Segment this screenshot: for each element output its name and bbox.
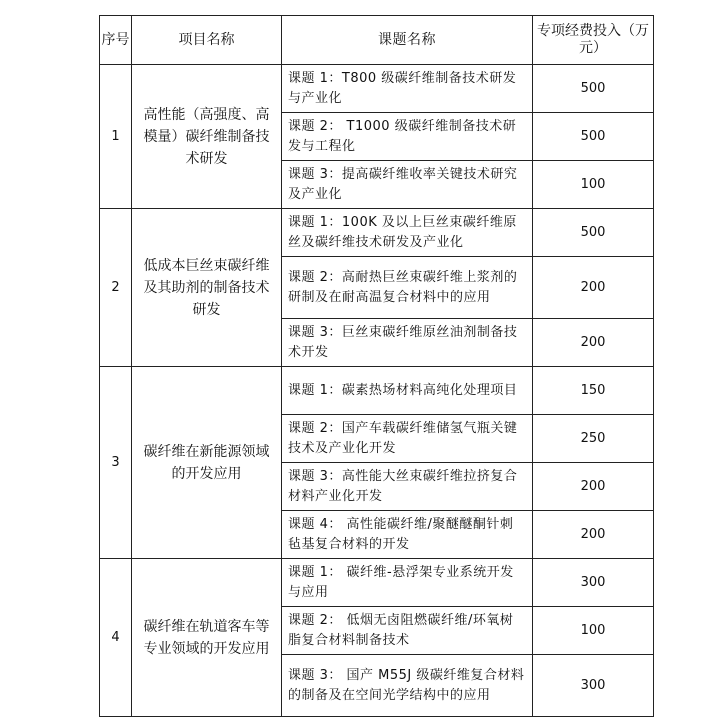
topic-funding: 200 — [533, 511, 654, 559]
topic-name: 课题 3：提高碳纤维收率关键技术研究及产业化 — [282, 161, 533, 209]
topic-name: 课题 3：巨丝束碳纤维原丝油剂制备技术开发 — [282, 319, 533, 367]
table-row — [100, 65, 654, 113]
project-number: 4 — [100, 559, 132, 717]
funding-table — [99, 15, 654, 717]
topic-funding: 300 — [533, 559, 654, 607]
topic-name: 课题 2：国产车载碳纤维储氢气瓶关键技术及产业化开发 — [282, 415, 533, 463]
topic-funding: 200 — [533, 257, 654, 319]
table-row — [100, 559, 654, 607]
topic-funding: 500 — [533, 209, 654, 257]
project-number: 2 — [100, 209, 132, 367]
topic-funding: 250 — [533, 415, 654, 463]
topic-name: 课题 2： T1000 级碳纤维制备技术研发与工程化 — [282, 113, 533, 161]
topic-funding: 150 — [533, 367, 654, 415]
topic-name: 课题 1：T800 级碳纤维制备技术研发与产业化 — [282, 65, 533, 113]
table-row — [100, 209, 654, 257]
topic-name: 课题 2：高耐热巨丝束碳纤维上浆剂的研制及在耐高温复合材料中的应用 — [282, 257, 533, 319]
topic-name: 课题 1： 碳纤维-悬浮架专业系统开发与应用 — [282, 559, 533, 607]
project-name: 碳纤维在新能源领域的开发应用 — [132, 367, 282, 559]
topic-name: 课题 3：高性能大丝束碳纤维拉挤复合材料产业化开发 — [282, 463, 533, 511]
topic-name: 课题 4： 高性能碳纤维/聚醚醚酮针刺毡基复合材料的开发 — [282, 511, 533, 559]
topic-funding: 100 — [533, 161, 654, 209]
project-name: 高性能（高强度、高模量）碳纤维制备技术研发 — [132, 65, 282, 209]
header-funding: 专项经费投入（万元） — [533, 16, 654, 65]
topic-funding: 200 — [533, 319, 654, 367]
topic-funding: 300 — [533, 655, 654, 717]
header-row — [100, 16, 654, 65]
header-no: 序号 — [100, 16, 132, 65]
topic-funding: 500 — [533, 113, 654, 161]
topic-name: 课题 1：碳素热场材料高纯化处理项目 — [282, 367, 533, 415]
project-name: 碳纤维在轨道客车等专业领域的开发应用 — [132, 559, 282, 717]
header-topic: 课题名称 — [282, 16, 533, 65]
topic-funding: 500 — [533, 65, 654, 113]
header-project: 项目名称 — [132, 16, 282, 65]
project-name: 低成本巨丝束碳纤维及其助剂的制备技术研发 — [132, 209, 282, 367]
table-row — [100, 367, 654, 415]
topic-name: 课题 2： 低烟无卤阻燃碳纤维/环氧树脂复合材料制备技术 — [282, 607, 533, 655]
topic-funding: 200 — [533, 463, 654, 511]
topic-funding: 100 — [533, 607, 654, 655]
project-number: 3 — [100, 367, 132, 559]
table-body — [100, 65, 654, 717]
topic-name: 课题 1：100K 及以上巨丝束碳纤维原丝及碳纤维技术研发及产业化 — [282, 209, 533, 257]
project-number: 1 — [100, 65, 132, 209]
topic-name: 课题 3： 国产 M55J 级碳纤维复合材料的制备及在空间光学结构中的应用 — [282, 655, 533, 717]
